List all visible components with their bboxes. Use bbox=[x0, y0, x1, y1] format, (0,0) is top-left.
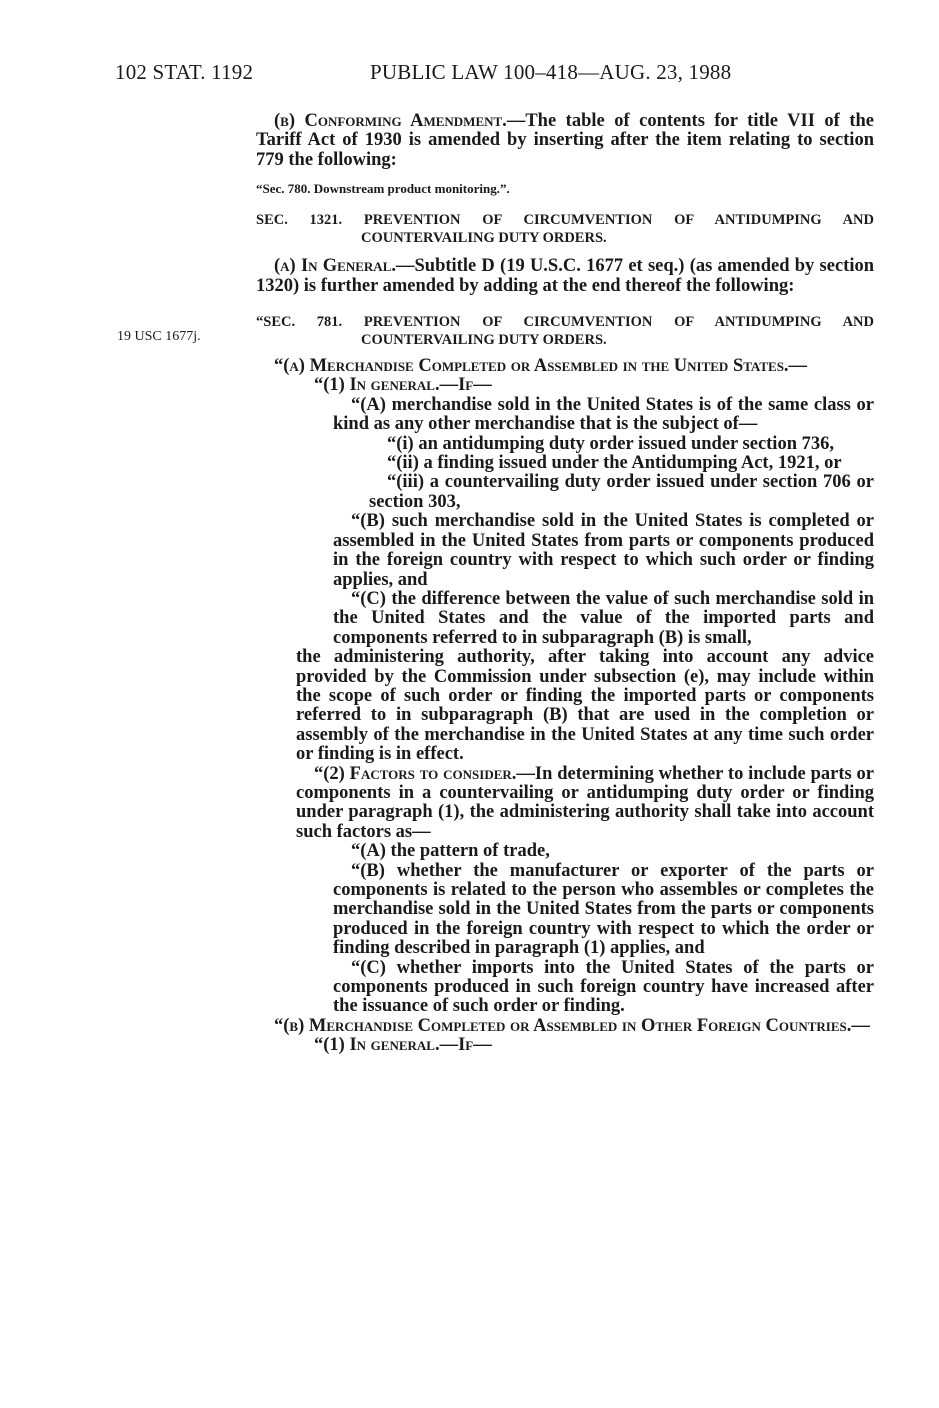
section-1321-heading: SEC. 1321. PREVENTION OF CIRCUMVENTION OF ANTIDUMPING AND COUNTERVAILING DUTY ORDERS. bbox=[256, 212, 874, 247]
subsection-b-paragraph-1-label: “(1) In general.—If— bbox=[314, 1035, 492, 1056]
subparagraph-a: “(A) merchandise sold in the United States is of the same class or kind as any other merchandise that is the subject of— bbox=[333, 394, 874, 435]
public-law-citation: PUBLIC LAW 100–418—AUG. 23, 1988 bbox=[370, 60, 732, 84]
paragraph-1-heading bbox=[314, 376, 874, 395]
clause-iii: “(iii) a countervailing duty order issued under section 706 or section 303, bbox=[369, 472, 874, 512]
subparagraph-c: “(C) the difference between the value of such merchandise sold in the United States and the value of the imported parts and components referred to in subparagraph (B) is small, bbox=[333, 588, 874, 648]
section-781-heading: “SEC. 781. PREVENTION OF CIRCUMVENTION OF ANTIDUMPING AND COUNTERVAILING DUTY ORDERS. bbox=[256, 314, 874, 349]
in-general-label: (a) In General. bbox=[274, 256, 396, 277]
conforming-amendment-text: —The table of contents for title VII of the Tariff Act of 1930 is amended by inserting after the item relating to section 779 the following: bbox=[256, 111, 874, 170]
clause-i: “(i) an antidumping duty order issued under section 736, bbox=[387, 433, 834, 454]
section-1321-a-text: —Subtitle D (19 U.S.C. 1677 et seq.) (as amended by section 1320) is further amended by adding at the end thereof the following: bbox=[256, 256, 874, 296]
paragraph-2-text: —In determining whether to include parts or components in a countervailing or antidumping duty order or finding under paragraph (1), the administering authority shall take into account such factors as— bbox=[296, 763, 874, 842]
document-body bbox=[256, 112, 874, 1056]
paragraph-2-subparagraph-a: “(A) the pattern of trade, bbox=[351, 841, 550, 862]
subsection-b-paragraph-1-heading bbox=[314, 1036, 874, 1055]
subsection-a-heading: “(a) Merchandise Completed or Assembled in the United States.— bbox=[274, 356, 808, 377]
conforming-amendment-label: (b) Conforming Amendment. bbox=[274, 111, 507, 131]
paragraph-1-tail: the administering authority, after taking into account any advice provided by the Commission under subsection (e), may include within the scope of such order or finding the imported parts or components referred to in subparagraph (B) that are used in the completion or assembly of the merchandise in the United States at any time such order or finding is in effect. bbox=[296, 647, 874, 765]
conforming-amendment-paragraph bbox=[256, 112, 874, 170]
subsection-b-heading: “(b) Merchandise Completed or Assembled in Other Foreign Countries.— bbox=[274, 1015, 870, 1036]
paragraph-2 bbox=[296, 765, 874, 843]
subparagraph-b: “(B) such merchandise sold in the United States is completed or assembled in the United States from parts or components produced in the foreign country with respect to which such order or finding applies, and bbox=[333, 511, 874, 590]
statute-page-number: 102 STAT. 1192 bbox=[115, 60, 254, 84]
section-1321-a-paragraph bbox=[256, 257, 874, 296]
paragraph-1-label: “(1) In general.—If— bbox=[314, 375, 492, 396]
clause-ii: “(ii) a finding issued under the Antidumping Act, 1921, or bbox=[387, 453, 842, 474]
factors-label: “(2) Factors to consider. bbox=[314, 763, 517, 784]
toc-entry: “Sec. 780. Downstream product monitoring.”. bbox=[256, 181, 510, 197]
paragraph-2-subparagraph-c: “(C) whether imports into the United States of the parts or components produced in such foreign country have increased after the issuance of such order or finding. bbox=[333, 957, 874, 1017]
paragraph-2-subparagraph-b: “(B) whether the manufacturer or exporter of the parts or components is related to the person who assembles or completes the merchandise sold in the United States from the parts or components produced in the foreign country with respect to which the order or finding described in paragraph (1) applies, and bbox=[333, 860, 874, 959]
margin-citation: 19 USC 1677j. bbox=[117, 329, 201, 344]
